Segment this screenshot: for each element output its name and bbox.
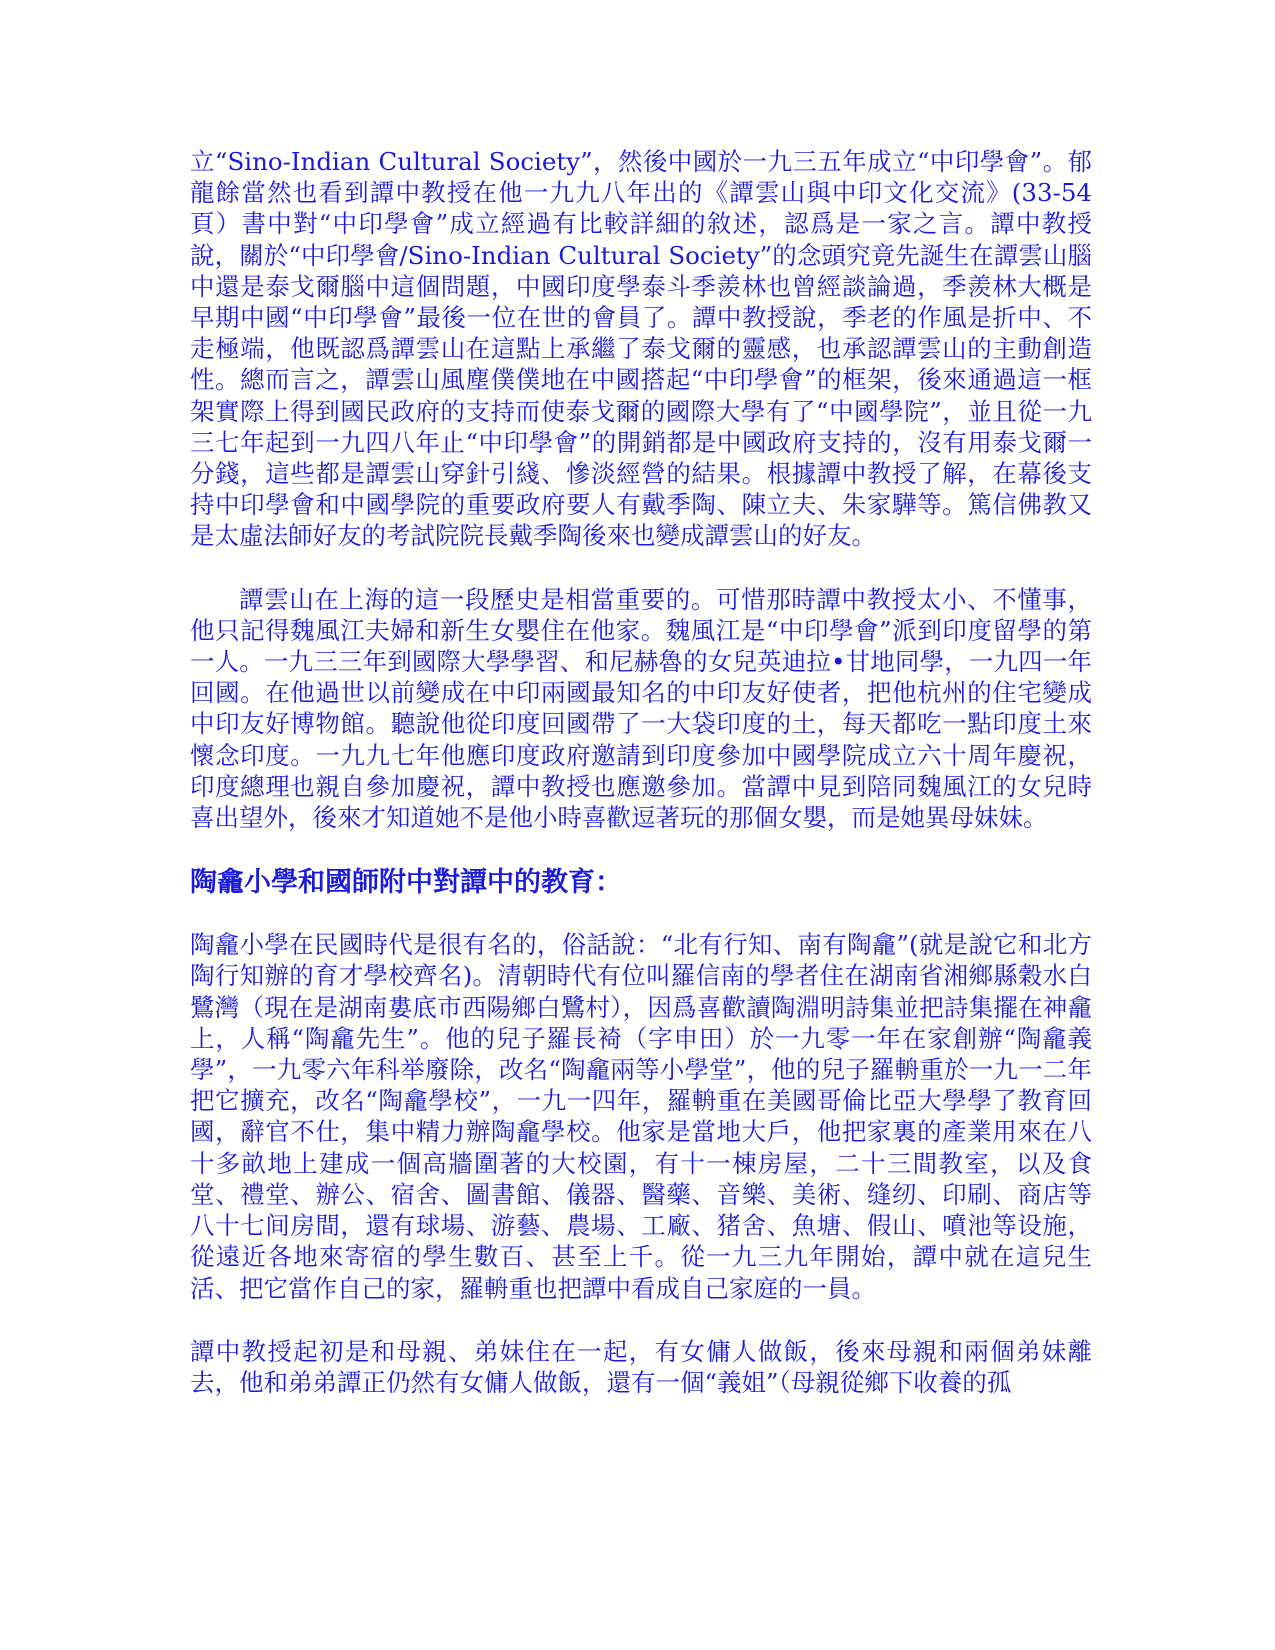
paragraph-shanghai-history: 譚雲山在上海的這一段歷史是相當重要的。可惜那時譚中教授太小、不懂事，他只記得魏風江夫婦和新生女嬰住在他家。魏風江是“中印學會”派到印度留學的第一人。一九三三年到國際大學學習、和尼赫魯的女兒英迪拉•甘地同學，一九四一年回國。在他過世以前變成在中印兩國最知名的中印友好使者，把他杭州的住宅變成中印友好博物館。聽說他從印度回國帶了一大袋印度的土，每天都吃一點印度土來懷念印度。一九九七年他應印度政府邀請到印度參加中國學院成立六十周年慶祝，印度總理也親自參加慶祝，譚中教授也應邀參加。當譚中見到陪同魏風江的女兒時喜出望外，後來才知道她不是他小時喜歡逗著玩的那個女嬰，而是她異母妹妹。 (190, 584, 1092, 833)
paragraph-society-history: 立“Sino-Indian Cultural Society”，然後中國於一九三五年成立“中印學會”。郁龍餘當然也看到譚中教授在他一九九八年出的《譚雲山與中印文化交流》(33-54 頁）書中對“中印學會”成立經過有比較詳細的敘述，認爲是一家之言。譚中教授說，關於“中印學會/Sino-Indian Cultural Society”的念頭究竟先誕生在譚雲山腦中還是泰戈爾腦中這個問題，中國印度學泰斗季羨林也曾經談論過，季羨林大概是早期中國“中印學會”最後一位在世的會員了。譚中教授說，季老的作風是折中、不走極端，他既認爲譚雲山在這點上承繼了泰戈爾的靈感，也承認譚雲山的主動創造性。總而言之，譚雲山風塵僕僕地在中國搭起“中印學會”的框架，後來通過這一框架實際上得到國民政府的支持而使泰戈爾的國際大學有了“中國學院”，並且從一九三七年起到一九四八年止“中印學會”的開銷都是中國政府支持的，沒有用泰戈爾一分錢，這些都是譚雲山穿針引綫、慘淡經營的結果。根據譚中教授了解，在幕後支持中印學會和中國學院的重要政府要人有戴季陶、陳立夫、朱家驊等。篤信佛教又是太虛法師好友的考試院院長戴季陶後來也變成譚雲山的好友。 (190, 147, 1092, 551)
paragraph-taokan-school: 陶龕小學在民國時代是很有名的，俗話說：“北有行知、南有陶龕”(就是說它和北方陶行知辦的育才學校齊名)。清朝時代有位叫羅信南的學者住在湖南省湘鄉縣穀水白鷺灣（現在是湖南婁底市西陽鄉白鷺村），因爲喜歡讀陶淵明詩集並把詩集擺在神龕上，人稱“陶龕先生”。他的兒子羅長裿（字申田）於一九零一年在家創辦“陶龕義學”，一九零六年科举廢除，改名“陶龕兩等小學堂”，他的兒子羅輈重於一九一二年把它擴充，改名“陶龕學校”，一九一四年，羅輈重在美國哥倫比亞大學學了教育回國，辭官不仕，集中精力辦陶龕學校。他家是當地大戶，他把家裏的產業用來在八十多畝地上建成一個高牆圍著的大校園，有十一棟房屋，二十三間教室，以及食堂、禮堂、辦公、宿舍、圖書館、儀器、醫藥、音樂、美術、缝纫、印刷、商店等八十七间房間，還有球場、游藝、農場、工廠、猪舍、魚塘、假山、噴池等设施，從遠近各地來寄宿的學生數百、甚至上千。從一九三九年開始，譚中就在這兒生活、把它當作自己的家，羅輈重也把譚中看成自己家庭的一員。 (190, 930, 1092, 1303)
document-page (190, 146, 1092, 1398)
section-heading: 陶龕小學和國師附中對譚中的教育： (190, 867, 622, 899)
paragraph-family-life: 譚中教授起初是和母親、弟妹住在一起，有女傭人做飯，後來母親和兩個弟妹離去，他和弟弟譚正仍然有女傭人做飯，還有一個“義姐”（母親從鄉下收養的孤 (190, 1336, 1092, 1397)
